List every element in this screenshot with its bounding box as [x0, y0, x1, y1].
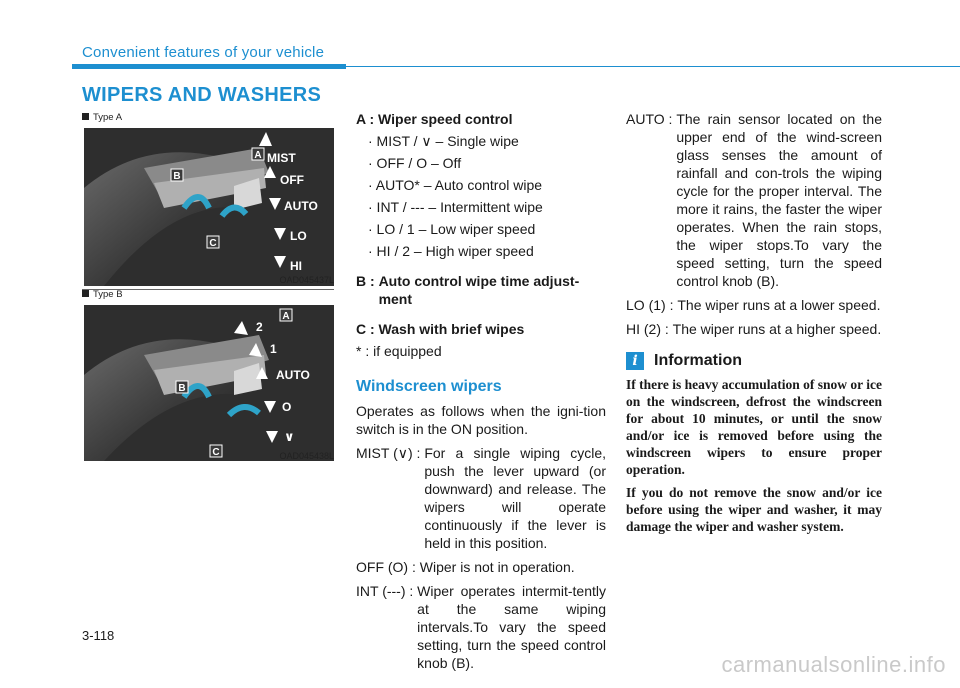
- def-off: OFF (O) : Wiper is not in operation.: [356, 559, 575, 575]
- def-b-key: B :: [356, 273, 379, 289]
- pos-auto: AUTO: [276, 368, 310, 382]
- callout-a: A: [254, 150, 262, 161]
- wiper-lever-photo-a: [84, 128, 334, 286]
- info-title: Information: [654, 352, 742, 369]
- right-column: [626, 110, 882, 541]
- middle-column: [356, 110, 606, 672]
- def-hi: HI (2) : The wiper runs at a higher speed.: [626, 321, 882, 337]
- def-a-heading: A : Wiper speed control: [356, 111, 513, 127]
- watermark: carmanualsonline.info: [721, 652, 946, 677]
- def-int: INT (---) : Wiper operates intermit-tently at the same wiping intervals.To vary the speed setting, turn the speed control knob (B).: [356, 583, 606, 671]
- speed-item: · HI / 2 – High wiper speed: [368, 243, 534, 259]
- callout-b: B: [178, 383, 186, 394]
- figure-code: OAD045437L: [279, 275, 334, 285]
- pos-1: 1: [270, 342, 277, 356]
- figure-label: Type B: [82, 289, 123, 300]
- def-c-heading: C : Wash with brief wipes: [356, 321, 525, 337]
- pos-o: O: [282, 400, 292, 414]
- pos-mist: MIST: [267, 151, 296, 165]
- intro-text: Operates as follows when the igni-tion switch is in the ON position.: [356, 403, 606, 437]
- figure-label: Type A: [82, 112, 122, 123]
- callout-c: C: [212, 447, 220, 458]
- def-b-value: Auto control wipe time adjust-ment: [378, 273, 580, 307]
- pos-lo: LO: [290, 229, 307, 243]
- speed-item: · LO / 1 – Low wiper speed: [368, 221, 536, 237]
- callout-b: B: [173, 171, 181, 182]
- speed-item: · MIST / ∨ – Single wipe: [368, 133, 519, 149]
- def-b: [356, 272, 606, 308]
- pos-v: ∨: [284, 430, 295, 445]
- def-mist: MIST (∨) : For a single wiping cycle, push the lever upward (or downward) and release. The wipers will operate continuously if the lever is held in this position.: [356, 445, 606, 551]
- pos-hi: HI: [290, 259, 302, 273]
- pos-off: OFF: [280, 173, 304, 187]
- figure-code: OAD045438L: [279, 451, 334, 461]
- page-title: WIPERS AND WASHERS: [82, 84, 322, 106]
- header-bar-accent: [72, 64, 346, 69]
- info-header: [626, 352, 882, 370]
- callout-c: C: [209, 238, 217, 249]
- pos-2: 2: [256, 320, 263, 334]
- pos-auto: AUTO: [284, 199, 318, 213]
- def-auto: AUTO : The rain sensor located on the upper end of the wind-screen glass senses the amount of rainfall and con-trols the wiping cycle for the proper interval. The more it rains, the faster the wiper operates. When the rain stops, the wiper stops.To vary the speed setting, turn the speed control knob (B).: [626, 111, 882, 289]
- figure-type-a: [82, 112, 334, 290]
- speed-item: · AUTO* – Auto control wipe: [368, 177, 543, 193]
- sub-heading: Windscreen wipers: [356, 378, 502, 395]
- def-lo: LO (1) : The wiper runs at a lower speed.: [626, 297, 881, 313]
- section-header: Convenient features of your vehicle: [82, 44, 325, 61]
- wiper-lever-photo-b: [84, 305, 334, 461]
- info-icon: i: [626, 352, 644, 370]
- figure-type-b: [82, 289, 334, 464]
- page-number: 3-118: [82, 628, 115, 643]
- callout-a: A: [282, 311, 290, 322]
- speed-item: · OFF / O – Off: [368, 155, 462, 171]
- footnote: * : if equipped: [356, 343, 442, 359]
- info-paragraph: If you do not remove the snow and/or ice before using the wiper and washer, it may damage the wiper and washer system.: [626, 485, 882, 534]
- speed-item: · INT / --- – Intermittent wipe: [368, 199, 543, 215]
- info-paragraph: If there is heavy accumulation of snow or ice on the windscreen, defrost the windscreen for about 10 minutes, or until the snow and/or ice is removed before using the windscreen wipers to ensure proper operation.: [626, 377, 882, 477]
